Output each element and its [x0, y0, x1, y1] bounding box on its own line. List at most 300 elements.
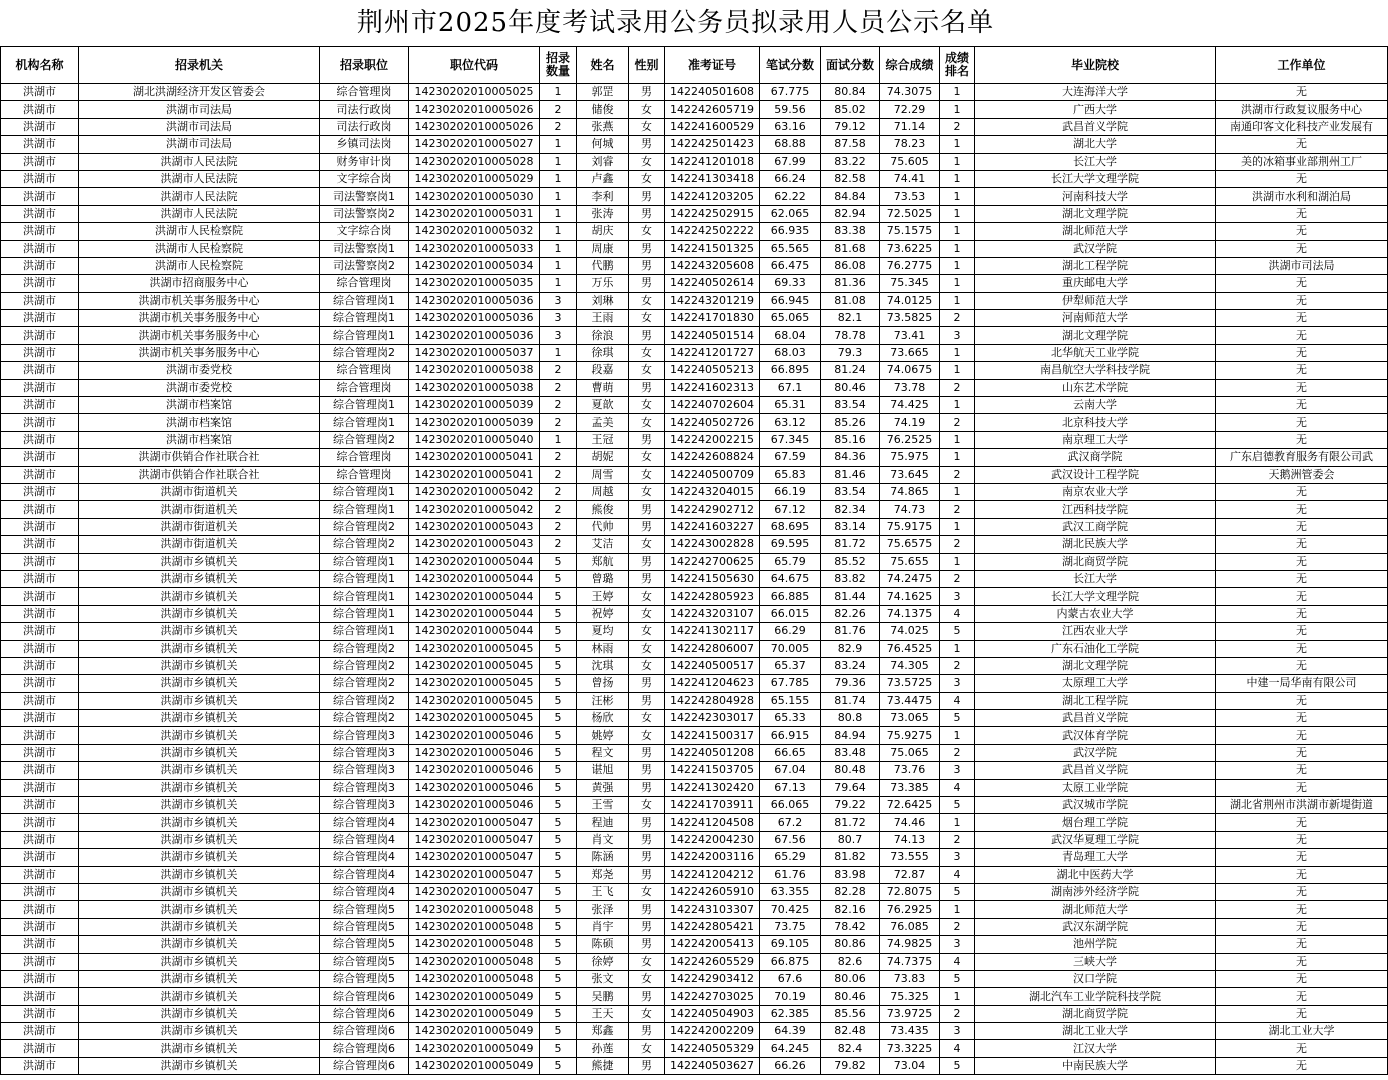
cell-interview-score: 82.4: [821, 1040, 880, 1057]
cell-written-score: 67.04: [760, 762, 821, 779]
cell-exam-number: 142240505329: [665, 1040, 760, 1057]
cell-interview-score: 81.36: [821, 275, 880, 292]
cell-rank: 2: [940, 657, 975, 674]
cell-quota: 5: [540, 849, 577, 866]
cell-gender: 男: [629, 936, 665, 953]
cell-agency-region: 洪湖市: [1, 449, 79, 466]
cell-agency-region: 洪湖市: [1, 101, 79, 118]
cell-graduate-school: 江汉大学: [975, 1040, 1216, 1057]
cell-gender: 男: [629, 275, 665, 292]
cell-interview-score: 80.7: [821, 831, 880, 848]
cell-gender: 男: [629, 918, 665, 935]
cell-agency-region: 洪湖市: [1, 136, 79, 153]
cell-workplace: 无: [1216, 640, 1388, 657]
cell-graduate-school: 湖北汽车工业学院科技学院: [975, 988, 1216, 1005]
cell-position: 综合管理岗1: [320, 623, 409, 640]
cell-graduate-school: 湖南涉外经济学院: [975, 883, 1216, 900]
cell-position-code: 14230202010005038: [409, 362, 540, 379]
cell-total-score: 74.0125: [880, 292, 940, 309]
cell-agency-region: 洪湖市: [1, 692, 79, 709]
cell-rank: 1: [940, 170, 975, 187]
cell-gender: 男: [629, 205, 665, 222]
cell-quota: 2: [540, 501, 577, 518]
cell-gender: 女: [629, 101, 665, 118]
cell-candidate-name: 郑尧: [577, 866, 629, 883]
cell-workplace: 无: [1216, 414, 1388, 431]
cell-written-score: 66.015: [760, 605, 821, 622]
cell-exam-number: 142243103307: [665, 901, 760, 918]
cell-agency-region: 洪湖市: [1, 797, 79, 814]
table-body: [1, 84, 1388, 1075]
table-row: [1, 640, 1388, 657]
cell-recruiting-agency: 洪湖市机关事务服务中心: [79, 344, 320, 361]
cell-rank: 4: [940, 1040, 975, 1057]
cell-recruiting-agency: 洪湖市供销合作社联合社: [79, 449, 320, 466]
cell-recruiting-agency: 洪湖市乡镇机关: [79, 1005, 320, 1022]
cell-total-score: 74.425: [880, 397, 940, 414]
cell-position: 综合管理岗2: [320, 344, 409, 361]
cell-position-code: 14230202010005043: [409, 536, 540, 553]
cell-total-score: 76.085: [880, 918, 940, 935]
cell-written-score: 67.99: [760, 153, 821, 170]
cell-written-score: 65.31: [760, 397, 821, 414]
cell-total-score: 74.7375: [880, 953, 940, 970]
cell-workplace: 无: [1216, 362, 1388, 379]
cell-graduate-school: 湖北大学: [975, 136, 1216, 153]
cell-gender: 女: [629, 623, 665, 640]
cell-graduate-school: 湖北中医药大学: [975, 866, 1216, 883]
cell-position: 综合管理岗5: [320, 970, 409, 987]
cell-quota: 5: [540, 570, 577, 587]
cell-position-code: 14230202010005043: [409, 518, 540, 535]
cell-agency-region: 洪湖市: [1, 327, 79, 344]
cell-gender: 女: [629, 727, 665, 744]
cell-position-code: 14230202010005045: [409, 675, 540, 692]
cell-agency-region: 洪湖市: [1, 866, 79, 883]
cell-workplace: 无: [1216, 866, 1388, 883]
cell-agency-region: 洪湖市: [1, 344, 79, 361]
cell-quota: 5: [540, 623, 577, 640]
cell-position-code: 14230202010005036: [409, 310, 540, 327]
cell-gender: 女: [629, 953, 665, 970]
cell-exam-number: 142242605910: [665, 883, 760, 900]
cell-rank: 1: [940, 397, 975, 414]
cell-gender: 女: [629, 397, 665, 414]
table-row: [1, 431, 1388, 448]
cell-position: 综合管理岗4: [320, 866, 409, 883]
cell-position: 综合管理岗2: [320, 640, 409, 657]
cell-total-score: 73.5725: [880, 675, 940, 692]
cell-rank: 2: [940, 466, 975, 483]
cell-quota: 2: [540, 449, 577, 466]
table-row: [1, 814, 1388, 831]
cell-written-score: 67.59: [760, 449, 821, 466]
cell-graduate-school: 内蒙古农业大学: [975, 605, 1216, 622]
cell-recruiting-agency: 洪湖市乡镇机关: [79, 623, 320, 640]
cell-quota: 5: [540, 605, 577, 622]
cell-graduate-school: 武汉城市学院: [975, 797, 1216, 814]
cell-written-score: 65.565: [760, 240, 821, 257]
cell-workplace: 无: [1216, 970, 1388, 987]
cell-candidate-name: 王婷: [577, 588, 629, 605]
cell-workplace: 无: [1216, 744, 1388, 761]
cell-position: 综合管理岗3: [320, 762, 409, 779]
cell-candidate-name: 王天: [577, 1005, 629, 1022]
cell-rank: 1: [940, 988, 975, 1005]
cell-agency-region: 洪湖市: [1, 170, 79, 187]
cell-interview-score: 81.46: [821, 466, 880, 483]
cell-quota: 1: [540, 136, 577, 153]
cell-interview-score: 83.38: [821, 223, 880, 240]
cell-position-code: 14230202010005039: [409, 414, 540, 431]
cell-position: 文字综合岗: [320, 170, 409, 187]
cell-total-score: 73.6225: [880, 240, 940, 257]
cell-rank: 2: [940, 118, 975, 135]
cell-gender: 男: [629, 431, 665, 448]
cell-position: 综合管理岗1: [320, 292, 409, 309]
cell-candidate-name: 祝婷: [577, 605, 629, 622]
cell-graduate-school: 大连海洋大学: [975, 84, 1216, 101]
cell-agency-region: 洪湖市: [1, 849, 79, 866]
cell-exam-number: 142241501325: [665, 240, 760, 257]
cell-workplace: 美的冰箱事业部荆州工厂: [1216, 153, 1388, 170]
cell-gender: 男: [629, 518, 665, 535]
cell-workplace: 洪湖市司法局: [1216, 257, 1388, 274]
cell-position-code: 14230202010005041: [409, 466, 540, 483]
cell-candidate-name: 徐婷: [577, 953, 629, 970]
cell-recruiting-agency: 洪湖市司法局: [79, 118, 320, 135]
column-header-graduate-school: 毕业院校: [975, 47, 1216, 84]
cell-written-score: 67.56: [760, 831, 821, 848]
table-row: [1, 936, 1388, 953]
cell-recruiting-agency: 洪湖市乡镇机关: [79, 675, 320, 692]
cell-total-score: 76.4525: [880, 640, 940, 657]
cell-exam-number: 142242703025: [665, 988, 760, 1005]
cell-agency-region: 洪湖市: [1, 970, 79, 987]
table-row: [1, 379, 1388, 396]
cell-position-code: 14230202010005031: [409, 205, 540, 222]
cell-position: 综合管理岗3: [320, 779, 409, 796]
cell-position-code: 14230202010005048: [409, 953, 540, 970]
cell-position-code: 14230202010005037: [409, 344, 540, 361]
cell-graduate-school: 汉口学院: [975, 970, 1216, 987]
cell-position-code: 14230202010005026: [409, 118, 540, 135]
cell-quota: 2: [540, 518, 577, 535]
cell-total-score: 74.1625: [880, 588, 940, 605]
cell-recruiting-agency: 洪湖市委党校: [79, 362, 320, 379]
cell-position: 综合管理岗2: [320, 692, 409, 709]
cell-interview-score: 81.24: [821, 362, 880, 379]
cell-recruiting-agency: 洪湖市乡镇机关: [79, 814, 320, 831]
cell-graduate-school: 武汉商学院: [975, 449, 1216, 466]
cell-written-score: 66.19: [760, 483, 821, 500]
table-row: [1, 397, 1388, 414]
cell-candidate-name: 陈涵: [577, 849, 629, 866]
cell-position: 司法警察岗1: [320, 240, 409, 257]
cell-exam-number: 142241201727: [665, 344, 760, 361]
cell-candidate-name: 熊捷: [577, 1057, 629, 1074]
cell-recruiting-agency: 洪湖市乡镇机关: [79, 553, 320, 570]
cell-position: 综合管理岗4: [320, 883, 409, 900]
cell-workplace: 无: [1216, 431, 1388, 448]
cell-agency-region: 洪湖市: [1, 483, 79, 500]
cell-interview-score: 79.3: [821, 344, 880, 361]
cell-quota: 2: [540, 118, 577, 135]
cell-quota: 5: [540, 553, 577, 570]
cell-candidate-name: 刘睿: [577, 153, 629, 170]
cell-written-score: 59.56: [760, 101, 821, 118]
cell-position: 综合管理岗3: [320, 744, 409, 761]
cell-quota: 5: [540, 588, 577, 605]
cell-position: 综合管理岗: [320, 275, 409, 292]
cell-graduate-school: 南京农业大学: [975, 483, 1216, 500]
cell-workplace: 无: [1216, 1057, 1388, 1074]
cell-candidate-name: 沈琪: [577, 657, 629, 674]
cell-position-code: 14230202010005047: [409, 814, 540, 831]
cell-quota: 2: [540, 397, 577, 414]
cell-interview-score: 80.84: [821, 84, 880, 101]
cell-agency-region: 洪湖市: [1, 588, 79, 605]
cell-gender: 女: [629, 536, 665, 553]
cell-agency-region: 洪湖市: [1, 640, 79, 657]
table-row: [1, 849, 1388, 866]
cell-written-score: 62.385: [760, 1005, 821, 1022]
cell-exam-number: 142240702604: [665, 397, 760, 414]
cell-quota: 3: [540, 327, 577, 344]
cell-quota: 5: [540, 936, 577, 953]
cell-recruiting-agency: 洪湖市街道机关: [79, 536, 320, 553]
cell-rank: 1: [940, 483, 975, 500]
cell-quota: 5: [540, 744, 577, 761]
cell-candidate-name: 肖宇: [577, 918, 629, 935]
cell-agency-region: 洪湖市: [1, 831, 79, 848]
cell-candidate-name: 曹萌: [577, 379, 629, 396]
cell-total-score: 75.9275: [880, 727, 940, 744]
cell-quota: 5: [540, 866, 577, 883]
cell-written-score: 63.355: [760, 883, 821, 900]
cell-exam-number: 142240505213: [665, 362, 760, 379]
cell-total-score: 74.305: [880, 657, 940, 674]
cell-gender: 女: [629, 292, 665, 309]
cell-rank: 4: [940, 953, 975, 970]
cell-workplace: 无: [1216, 692, 1388, 709]
table-row: [1, 223, 1388, 240]
cell-agency-region: 洪湖市: [1, 310, 79, 327]
cell-interview-score: 83.82: [821, 570, 880, 587]
cell-graduate-school: 重庆邮电大学: [975, 275, 1216, 292]
cell-recruiting-agency: 洪湖市乡镇机关: [79, 883, 320, 900]
table-row: [1, 501, 1388, 518]
table-row: [1, 988, 1388, 1005]
cell-interview-score: 85.16: [821, 431, 880, 448]
cell-position-code: 14230202010005046: [409, 779, 540, 796]
cell-position: 综合管理岗: [320, 449, 409, 466]
cell-total-score: 74.865: [880, 483, 940, 500]
cell-recruiting-agency: 洪湖市乡镇机关: [79, 588, 320, 605]
cell-workplace: 无: [1216, 988, 1388, 1005]
cell-position-code: 14230202010005036: [409, 327, 540, 344]
cell-recruiting-agency: 洪湖市乡镇机关: [79, 936, 320, 953]
cell-total-score: 74.13: [880, 831, 940, 848]
cell-quota: 1: [540, 257, 577, 274]
cell-graduate-school: 湖北商贸学院: [975, 1005, 1216, 1022]
cell-position: 综合管理岗6: [320, 1057, 409, 1074]
cell-rank: 1: [940, 814, 975, 831]
cell-quota: 1: [540, 431, 577, 448]
cell-quota: 5: [540, 831, 577, 848]
cell-rank: 1: [940, 344, 975, 361]
cell-agency-region: 洪湖市: [1, 414, 79, 431]
cell-position: 综合管理岗4: [320, 831, 409, 848]
cell-position: 综合管理岗2: [320, 536, 409, 553]
cell-candidate-name: 王飞: [577, 883, 629, 900]
cell-quota: 2: [540, 414, 577, 431]
cell-position-code: 14230202010005042: [409, 483, 540, 500]
cell-position: 综合管理岗: [320, 84, 409, 101]
table-row: [1, 153, 1388, 170]
cell-quota: 5: [540, 762, 577, 779]
cell-quota: 2: [540, 466, 577, 483]
cell-gender: 女: [629, 605, 665, 622]
cell-quota: 2: [540, 483, 577, 500]
cell-exam-number: 142241302420: [665, 779, 760, 796]
cell-written-score: 64.675: [760, 570, 821, 587]
cell-rank: 3: [940, 1023, 975, 1040]
cell-workplace: 无: [1216, 814, 1388, 831]
cell-gender: 男: [629, 1057, 665, 1074]
cell-graduate-school: 武汉工商学院: [975, 518, 1216, 535]
cell-total-score: 73.665: [880, 344, 940, 361]
cell-agency-region: 洪湖市: [1, 275, 79, 292]
cell-quota: 3: [540, 310, 577, 327]
cell-quota: 1: [540, 188, 577, 205]
cell-total-score: 74.19: [880, 414, 940, 431]
cell-written-score: 67.1: [760, 379, 821, 396]
cell-quota: 5: [540, 988, 577, 1005]
cell-workplace: 无: [1216, 344, 1388, 361]
cell-recruiting-agency: 洪湖市人民法院: [79, 170, 320, 187]
cell-recruiting-agency: 洪湖市乡镇机关: [79, 953, 320, 970]
cell-total-score: 76.2775: [880, 257, 940, 274]
cell-total-score: 73.41: [880, 327, 940, 344]
cell-position: 综合管理岗4: [320, 849, 409, 866]
cell-interview-score: 84.94: [821, 727, 880, 744]
cell-position-code: 14230202010005045: [409, 657, 540, 674]
cell-rank: 5: [940, 710, 975, 727]
cell-total-score: 75.345: [880, 275, 940, 292]
cell-written-score: 66.875: [760, 953, 821, 970]
cell-quota: 2: [540, 536, 577, 553]
cell-recruiting-agency: 洪湖市机关事务服务中心: [79, 292, 320, 309]
cell-exam-number: 142242502222: [665, 223, 760, 240]
cell-agency-region: 洪湖市: [1, 623, 79, 640]
cell-quota: 5: [540, 657, 577, 674]
cell-gender: 女: [629, 118, 665, 135]
cell-written-score: 66.29: [760, 623, 821, 640]
cell-interview-score: 85.02: [821, 101, 880, 118]
cell-gender: 女: [629, 588, 665, 605]
cell-total-score: 74.73: [880, 501, 940, 518]
cell-gender: 男: [629, 570, 665, 587]
cell-total-score: 74.41: [880, 170, 940, 187]
cell-rank: 1: [940, 431, 975, 448]
table-row: [1, 483, 1388, 500]
cell-gender: 男: [629, 866, 665, 883]
cell-gender: 男: [629, 240, 665, 257]
cell-recruiting-agency: 洪湖市街道机关: [79, 483, 320, 500]
cell-rank: 4: [940, 866, 975, 883]
cell-graduate-school: 河南科技大学: [975, 188, 1216, 205]
cell-position: 综合管理岗1: [320, 501, 409, 518]
cell-total-score: 73.04: [880, 1057, 940, 1074]
cell-candidate-name: 张涛: [577, 205, 629, 222]
cell-gender: 女: [629, 223, 665, 240]
cell-graduate-school: 湖北商贸学院: [975, 553, 1216, 570]
cell-recruiting-agency: 洪湖市人民法院: [79, 205, 320, 222]
cell-position: 综合管理岗2: [320, 431, 409, 448]
cell-agency-region: 洪湖市: [1, 205, 79, 222]
cell-candidate-name: 谌旭: [577, 762, 629, 779]
cell-written-score: 67.2: [760, 814, 821, 831]
cell-interview-score: 85.26: [821, 414, 880, 431]
cell-candidate-name: 郭罡: [577, 84, 629, 101]
cell-rank: 1: [940, 240, 975, 257]
cell-agency-region: 洪湖市: [1, 362, 79, 379]
table-row: [1, 831, 1388, 848]
cell-written-score: 66.895: [760, 362, 821, 379]
cell-gender: 男: [629, 136, 665, 153]
cell-position: 综合管理岗1: [320, 310, 409, 327]
cell-candidate-name: 曾扬: [577, 675, 629, 692]
table-row: [1, 1005, 1388, 1022]
cell-position: 综合管理岗1: [320, 327, 409, 344]
cell-rank: 2: [940, 570, 975, 587]
cell-graduate-school: 长江大学文理学院: [975, 170, 1216, 187]
cell-total-score: 76.2925: [880, 901, 940, 918]
cell-graduate-school: 太原工业学院: [975, 779, 1216, 796]
cell-rank: 1: [940, 727, 975, 744]
cell-exam-number: 142240502614: [665, 275, 760, 292]
cell-agency-region: 洪湖市: [1, 153, 79, 170]
cell-workplace: 无: [1216, 136, 1388, 153]
cell-graduate-school: 武汉华夏理工学院: [975, 831, 1216, 848]
cell-gender: 男: [629, 675, 665, 692]
page-title: 荆州市2025年度考试录用公务员拟录用人员公示名单: [356, 8, 995, 38]
cell-interview-score: 82.1: [821, 310, 880, 327]
cell-written-score: 67.13: [760, 779, 821, 796]
cell-graduate-school: 南京理工大学: [975, 431, 1216, 448]
cell-graduate-school: 长江大学: [975, 570, 1216, 587]
cell-recruiting-agency: 洪湖市乡镇机关: [79, 570, 320, 587]
column-header-candidate-name: 姓名: [577, 47, 629, 84]
cell-written-score: 69.105: [760, 936, 821, 953]
table-row: [1, 170, 1388, 187]
cell-written-score: 66.885: [760, 588, 821, 605]
cell-interview-score: 79.82: [821, 1057, 880, 1074]
cell-position-code: 14230202010005049: [409, 1057, 540, 1074]
cell-graduate-school: 中南民族大学: [975, 1057, 1216, 1074]
cell-recruiting-agency: 洪湖市人民检察院: [79, 240, 320, 257]
cell-agency-region: 洪湖市: [1, 570, 79, 587]
cell-written-score: 69.33: [760, 275, 821, 292]
cell-agency-region: 洪湖市: [1, 466, 79, 483]
cell-candidate-name: 夏歆: [577, 397, 629, 414]
cell-exam-number: 142242501423: [665, 136, 760, 153]
cell-recruiting-agency: 洪湖市乡镇机关: [79, 605, 320, 622]
cell-interview-score: 81.08: [821, 292, 880, 309]
cell-gender: 女: [629, 170, 665, 187]
cell-agency-region: 洪湖市: [1, 379, 79, 396]
